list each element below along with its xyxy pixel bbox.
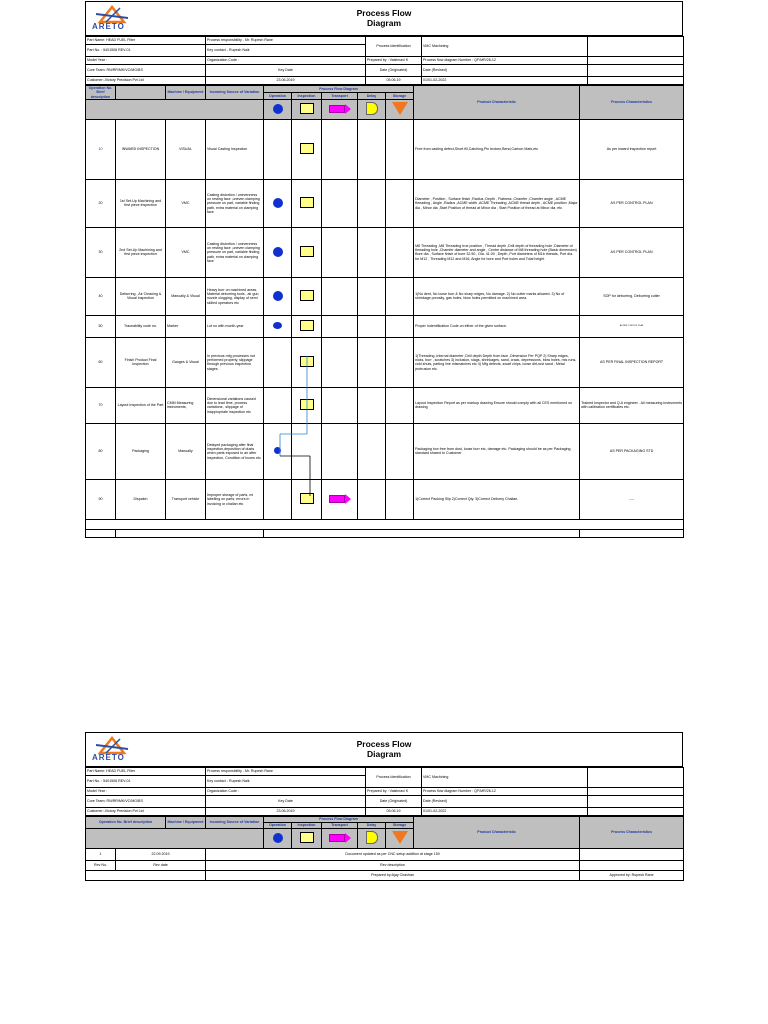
transport-arrow-icon <box>329 104 351 114</box>
revision-row <box>86 849 684 861</box>
table-row: 90 Dispatch Transport vehicle Improper storage of parts, mi labelling on parts, errors in invoicing or challan etc 1)Correct Packing Slip 2)Correct Qty. 3)Correct Delivery Challan. ---- <box>86 479 684 519</box>
col-op-no: Operation No. Brief description <box>86 86 116 100</box>
col-machine: Machine / Equipment <box>166 86 206 100</box>
inspection-square-icon <box>300 356 314 367</box>
col-delay: Delay <box>358 92 386 99</box>
inspection-square-icon <box>300 197 314 208</box>
table-row: 60 Finish Product Final Inspection Gauges & Visual In previous mfg processes not performed properly, slippage through previous inspection stages. 1)Threading ,Internal diameter ,Drill depth Depth from face ,Dimension Per PQP 2) Sharp edges, nicks, burr , scratches 3) inclusion, slags, shrinkages, sand, crack, depressions, blow holes, mis runs, cold shuts, parting line mismatches etc 4) Mfg defects, swarf chips, loose dirt,rust sand , Metal protrusion etc. AS PER FINAL INSPECTION REPORT <box>86 337 684 387</box>
revision-table: Operation No. Brief description Machine / Equipment Incoming Source of Variation Process Flow Diagram Product Characteristic Process Characteristics Operation Inspection Transport Delay Storage 1 22.09.2019 Document updated as per CNC setup addition at stage 150 Rev No. Rev date Rev description Prepared by:Ajay Chavhan Approved by: Rupesh Rane <box>85 816 684 881</box>
core-team: Core Team: RN/RR/MK/VC/MG/BS <box>86 65 206 77</box>
key-date: 23.06.2019 <box>206 77 366 85</box>
pfd-number: Process flow diagram Number : QF/MR/26-12 <box>422 57 588 65</box>
operation-circle-icon <box>273 247 283 257</box>
delay-d-icon <box>366 102 378 115</box>
inspection-square-icon <box>300 493 314 504</box>
sheet-header <box>85 732 683 767</box>
prepared-by: Prepared by : Vaishnavi K <box>366 57 422 65</box>
signature-row <box>86 871 684 881</box>
table-row: 40 Deburring , Air Cleaning & Visual inspection Manually & Visual Heavy burr on machined areas, Material deburring tools , air gun nozzle clogging, display of semi skilled operators etc 1)No dent, No loose burr & No sharp edges, No damage. 2) No cutter marks allowed. 3) No of shrinkage porosity, gas holes, blow holes permitted on machined area. SOP for deburring, Deburring cutter <box>86 277 684 315</box>
inspection-square-icon <box>300 246 314 257</box>
col-storage: Storage <box>386 92 414 99</box>
delay-d-icon <box>366 831 378 844</box>
col-brief <box>116 86 166 100</box>
date-orig-label: Date (Originated) <box>366 65 422 77</box>
inspection-square-icon <box>300 399 314 410</box>
logo-text: ARETO <box>92 22 125 31</box>
rev-no: 1 <box>86 849 116 861</box>
col-process: Process Characteristics <box>580 86 684 120</box>
process-table <box>85 85 684 538</box>
date-orig: 05.06.19 <box>366 77 422 85</box>
process-responsibility: Process responsibility - Mr. Rupesh Rane <box>206 37 366 45</box>
info-table <box>85 36 684 85</box>
date-rev: 01/01-02-2022 <box>422 77 588 85</box>
key-date-label: Key Date <box>206 65 366 77</box>
org-code: Organization Code : <box>206 57 366 65</box>
storage-triangle-icon <box>392 831 408 844</box>
process-flow-sheet-2 <box>85 732 683 881</box>
col-incoming: Incoming Source of Variation <box>206 86 264 100</box>
operation-circle-icon <box>274 447 281 454</box>
table-row: 30 2nd Set-Up Machining and first piece inspection VMC Casting distortion / unevenness on resting face ,uneven clamping pressure on part, variable finding path, extra material on clamping face M8 Threading ,M8 Threading true position , Thread depth ,Drill depth of threading hole ,Diameter of threading hole ,Chamfer diameter and angle , Centre distance of M8 threading hole (Basic dimension) Bore dia , Surface finish of bore 32.50 , Dia. 41.00 , Depth ,Port diameters of M1b threads, Port dia. for M12 , Threading M12 and M16, Angle for bore and Port holes and Total height AS PER CONTROL PLAN <box>86 227 684 277</box>
sheet-header <box>85 1 683 36</box>
table-row: 20 1st Set-Up Machining and first piece inspection VMC Casting distortion / unevenness on resting face ,uneven clamping pressure on part, variable finding path, extra material on clamping face Diameter , Position , Surface finish ,Radius ,Depth , Flatness ,Chamfer ,Chamfer angle , ACME threading , Angle ,Radius ,ACME width ,ACME Threading ,ACME thread depth , ACME position ,Major dia , Minor dia ,Start Position of thread at Minor dia , Start Position of thread at Minor dia. etc AS PER CONTROL PLAN <box>86 179 684 227</box>
prepared-by-sign: Prepared by:Ajay Chavhan <box>206 871 580 881</box>
operation-circle-icon <box>273 104 283 114</box>
inspection-square-icon <box>300 832 314 843</box>
col-transport: Transport <box>322 92 358 99</box>
info-table: Part Name: HEAD FUEL Filter Process responsibility - Mr. Rupesh Rane Process Identification VMC Machining Part No. : 5401508 REV-01 Key contact - Rupesh Naik Model Year : Organization Code : Prepared by : Vaishnavi K Process flow diagram Number : QF/MR/26-12 Core Team: RN/RR/MK/VC/MG/BS Key Date Date (Originated) Date (Revised) Customer:-Victory Precision Pvt Ltd 23.06.2019 05.06.19 01/01-02-2022 <box>85 767 684 816</box>
customer: Customer:-Victory Precision Pvt Ltd <box>86 77 206 85</box>
page-title: Process Flow Diagram <box>356 739 412 759</box>
col-operation: Operation <box>264 92 292 99</box>
rev-desc: Document updated as per CNC setup addition at stage 150 <box>206 849 580 861</box>
date-rev-label: Date (Revised) <box>422 65 588 77</box>
part-name: Part Name: HEAD FUEL Filter <box>86 37 206 45</box>
inspection-square-icon <box>300 103 314 114</box>
operation-circle-icon <box>273 198 283 208</box>
col-inspection: Inspection <box>292 92 322 99</box>
operation-circle-icon <box>273 291 283 301</box>
model-year: Model Year : <box>86 57 206 65</box>
transport-arrow-icon <box>329 833 351 843</box>
operation-circle-icon <box>273 833 283 843</box>
logo-text: ARETO <box>92 753 125 762</box>
rev-date: 22.09.2019 <box>116 849 206 861</box>
transport-arrow-icon <box>329 494 351 504</box>
inspection-square-icon <box>300 320 314 331</box>
inspection-square-icon <box>300 290 314 301</box>
storage-triangle-icon <box>392 102 408 115</box>
process-flow-sheet-1 <box>85 1 683 538</box>
operation-circle-icon <box>273 322 282 329</box>
col-product: Product Characteristic <box>414 86 580 120</box>
table-row: 10 INWARD INSPECTION VISUAL Visual Casting Inspection Free from casting defect,Short fill,Catching,Pin broken,Bend,Carbon Mark,etc As per inward inspection report <box>86 119 684 179</box>
approved-by-sign: Approved by: Rupesh Rane <box>580 871 684 881</box>
part-no: Part No. : 5401508 REV-01 <box>86 45 206 57</box>
table-row: 70 Layout Inspection of the Part CMM Measuring instruments, Dimensional variations caused due to lead time, process variations , slippage of inappropriate inspection etc Layout Inspection Report as per markup drawing Ensure should comply with all CES mentioned on drawing Trained Inspector and Q.A engineer . All measuring instruments with calibration certificates etc. <box>86 387 684 423</box>
process-ident-label: Process Identification <box>366 37 422 57</box>
inspection-square-icon <box>300 143 314 154</box>
key-contact: Key contact - Rupesh Naik <box>206 45 366 57</box>
page-title: Process Flow Diagram <box>356 8 412 28</box>
revision-labels: Rev No. Rev date Rev description <box>86 861 684 871</box>
col-pfd: Process Flow Diagram <box>264 86 414 93</box>
table-row: 80 Packaging Manually Delayed packaging after final inspection,deposition of dusts when parts exposed to air after inspection, Condition of boxes etc Packaging box free from dust, loose burr etc, damage etc. Packaging should be as per Packaging standard shared to Customer AS PER PACKAGING STD <box>86 423 684 479</box>
table-row: 50 Traceability code no. Marker Lot no with month-year Proper Indentification Code on either of the given surface. AS PER CONTROL PLAN <box>86 315 684 337</box>
process-ident-value: VMC Machining <box>422 37 588 57</box>
